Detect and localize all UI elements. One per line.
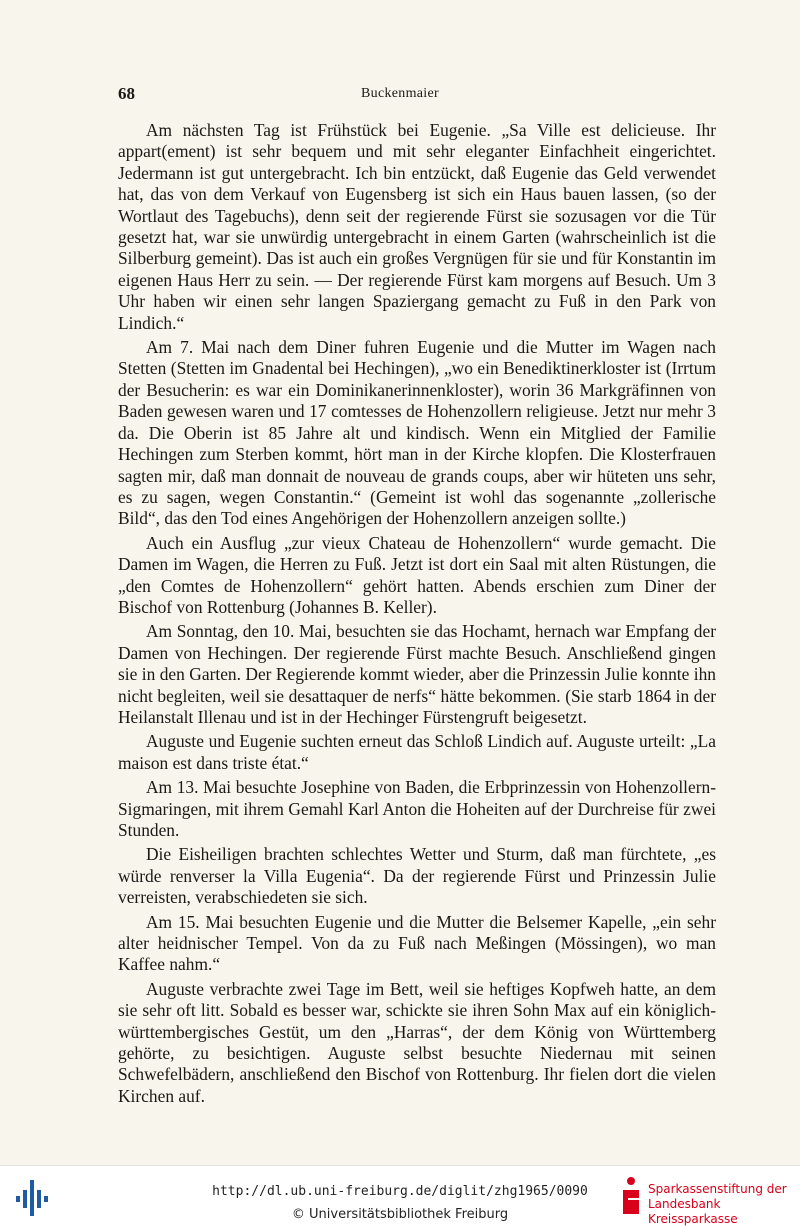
paragraph: Die Eisheiligen brachten schlechtes Wetter und Sturm, daß man fürchtete, „es würde renverser la Villa Eugenia“. Da der regierende Fürst und Prinzessin Julie verreisten, verabschiedeten sie sich. [118,844,716,908]
page-number: 68 [118,84,135,103]
paragraph: Auguste verbrachte zwei Tage im Bett, weil sie heftiges Kopfweh hatte, an dem sie sehr oft litt. Sobald es besser war, schickte sie ihren Sohn Max auf ein königlich-württembergisches Gestüt, um den „Harras“, der dem König von Württemberg gehörte, zu besichtigen. Auguste selbst besuchte Niedernau mit seinen Schwefelbädern, anschließend den Bischof von Rottenburg. Ihr fielen dort die vielen Kirchen auf. [118,978,716,1106]
viewer-footer [0,1165,800,1227]
paragraph: Auguste und Eugenie suchten erneut das Schloß Lindich auf. Auguste urteilt: „La maison est dans triste état.“ [118,731,716,773]
sponsor-name[interactable] [648,1182,800,1227]
sponsor-line-1: Sparkassenstiftung der [648,1182,787,1196]
paragraph: Am 7. Mai nach dem Diner fuhren Eugenie und die Mutter im Wagen nach Stetten (Stetten im Gnadental bei Hechingen), „wo ein Benediktinerkloster ist (Irrtum der Besucherin: es war ein Dominikanerinnenkloster), worin 36 Markgräfinnen von Baden gewesen waren und 17 comtesses de Hohenzollern religieuse. Jetzt nur mehr 3 da. Die Oberin ist 85 Jahre alt und kindisch. Wenn ein Mitglied der Familie Hechingen zum Sterben kommt, hört man in der Kirche klopfen. Die Klosterfrauen sagten mir, daß man donnait de nouveau de grands coups, aber wir hüteten uns sehr, es zu sagen, wegen Constantin.“ (Gemeint ist wohl das sogenannte „zollerische Bild“, das den Tod eines Angehörigen der Hohenzollern anzeigen sollte.) [118,337,716,529]
body-text [118,120,716,1110]
running-head: Buckenmaier [361,86,439,101]
copyright-notice: © Universitätsbibliothek Freiburg [291,1207,509,1222]
paragraph: Am Sonntag, den 10. Mai, besuchten sie das Hochamt, hernach war Empfang der Damen von Hechingen. Der regierende Fürst machte Besuch. Anschließend gingen sie in den Garten. Der Regierende kommt wieder, aber die Prinzessin Julie konnte ihn nicht begleiten, weil sie desattaquer de nerfs“ hätte bekommen. (Sie starb 1864 in der Heilanstalt Illenau und ist in der Hechinger Fürstengruft beigesetzt. [118,621,716,727]
permalink-url[interactable]: http://dl.ub.uni-freiburg.de/diglit/zhg1965/0090 [212,1184,588,1199]
paragraph: Auch ein Ausflug „zur vieux Chateau de Hohenzollern“ wurde gemacht. Die Damen im Wagen, die Herren zu Fuß. Jetzt ist dort ein Saal mit alten Rüstungen, die „den Comtes de Hohenzollern“ gehört hatten. Abends erschien zum Diner der Bischof von Rottenburg (Johannes B. Keller). [118,532,716,617]
paragraph: Am 15. Mai besuchten Eugenie und die Mutter die Belsemer Kapelle, „ein sehr alter heidnischer Tempel. Von da zu Fuß nach Meßingen (Mössingen), wo man Kaffee nahm.“ [118,911,716,975]
paragraph: Am nächsten Tag ist Frühstück bei Eugenie. „Sa Ville est delicieuse. Ihr appart(ement) ist sehr bequem und mit sehr eleganter Einfachheit eingerichtet. Jedermann ist gut untergebracht. Ich bin entzückt, daß Eugenie das Geld verwendet hat, das von dem Verkauf von Eugensberg ist sich ein Haus bauen lassen, (so der Wortlaut des Tagebuchs), denn seit der regierende Fürst sie sozusagen vor die Tür gesetzt hat, war sie unwürdig untergebracht in einem Garten (wahrscheinlich ist die Silberburg gemeint). Das ist auch ein großes Vergnügen für sie und für Konstantin im eigenen Haus Herr zu sein. — Der regierende Fürst kam morgens auf Besuch. Um 3 Uhr haben wir einen sehr langen Spaziergang gemacht zu Fuß in den Park von Lindich.“ [118,120,716,333]
sparkasse-s-icon[interactable] [620,1176,642,1218]
sponsor-line-2: Landesbank Kreissparkasse [648,1197,738,1226]
paragraph: Am 13. Mai besuchte Josephine von Baden, die Erbprinzessin von Hohenzollern-Sigmaringen, mit ihrem Gemahl Karl Anton die Hoheiten auf der Durchreise für zwei Stunden. [118,777,716,840]
